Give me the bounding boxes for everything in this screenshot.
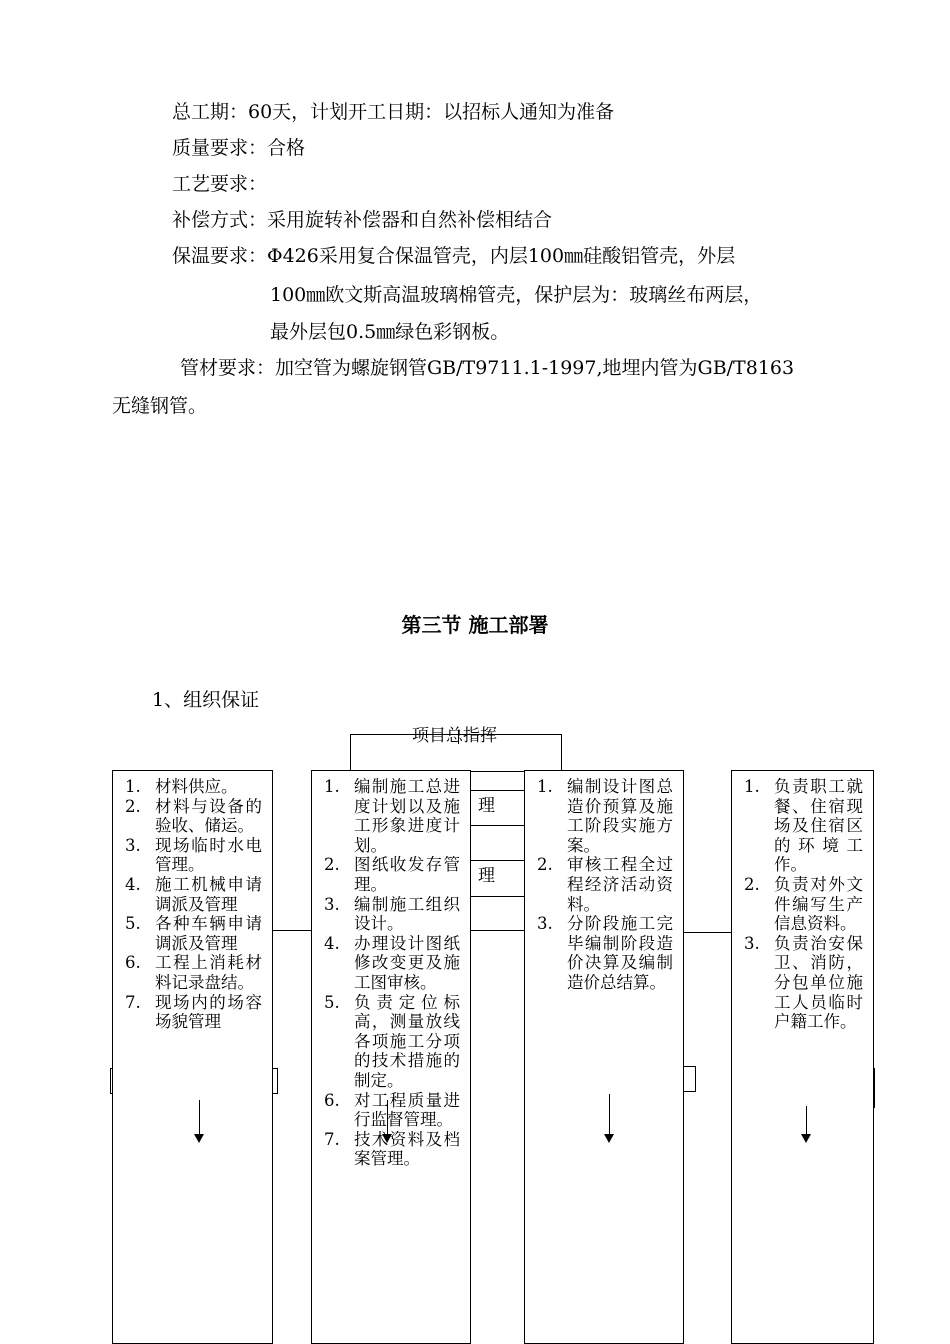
list-item: 2. 审核工程全过程经济活动资料。 bbox=[537, 855, 673, 914]
list-item: 6. 工程上消耗材料记录盘结。 bbox=[125, 953, 262, 992]
org-connector bbox=[470, 896, 524, 897]
org-partial-label: 理 bbox=[478, 866, 495, 886]
list-item: 3. 编制施工组织设计。 bbox=[324, 894, 460, 934]
org-connector bbox=[470, 930, 524, 931]
text-line-quality: 质量要求：合格 bbox=[172, 137, 306, 159]
org-connector bbox=[470, 860, 524, 861]
org-connector bbox=[470, 825, 524, 826]
list-item: 4. 施工机械申请调派及管理 bbox=[125, 874, 262, 914]
text-line-pipe-2: 无缝钢管。 bbox=[112, 395, 208, 417]
text-line-duration: 总工期：60天，计划开工日期：以招标人通知为准备 bbox=[172, 101, 615, 123]
list-item: 1. 负责职工就餐、住宿现场及住宿区的环境工作。 bbox=[744, 777, 863, 875]
text-line-insulation-2: 100㎜欧文斯高温玻璃棉管壳，保护层为：玻璃丝布两层， bbox=[270, 284, 763, 306]
org-top-label: 项目总指挥 bbox=[412, 726, 497, 746]
list-item: 4. 办理设计图纸修改变更及施工图审核。 bbox=[324, 933, 460, 992]
list-item: 2. 负责对外文件编写生产信息资料。 bbox=[744, 874, 863, 934]
list-item: 1. 编制施工总进度计划以及施工形象进度计划。 bbox=[324, 777, 460, 855]
org-connector bbox=[683, 932, 731, 933]
org-partial-label: 理 bbox=[478, 796, 495, 816]
list-item: 5. 各种车辆申请调派及管理 bbox=[125, 914, 262, 953]
org-top-stem bbox=[458, 730, 459, 744]
list-item: 5. 负责定位标高，测量放线各项施工分项的技术措施的制定。 bbox=[324, 992, 460, 1090]
list-item: 7. 现场内的场容场貌管理 bbox=[125, 992, 262, 1032]
org-column-4 bbox=[731, 770, 874, 1344]
text-line-insulation-3: 最外层包0.5㎜绿色彩钢板。 bbox=[270, 321, 510, 343]
org-column-2 bbox=[311, 770, 471, 1344]
list-item: 7. 技术资料及档案管理。 bbox=[324, 1129, 460, 1169]
text-line-pipe: 管材要求：加空管为螺旋钢管GB/T9711.1-1997,地埋内管为GB/T8163 bbox=[180, 357, 795, 379]
subsection-title: 1、组织保证 bbox=[152, 689, 260, 711]
list-item: 3. 负责治安保卫、消防，分包单位施工人员临时户籍工作。 bbox=[744, 933, 863, 1032]
text-line-compensation: 补偿方式：采用旋转补偿器和自然补偿相结合 bbox=[172, 209, 553, 231]
org-column-3 bbox=[524, 770, 684, 1344]
section-title: 第三节 施工部署 bbox=[401, 613, 549, 637]
list-item: 2. 图纸收发存管理。 bbox=[324, 855, 460, 894]
list-item: 6. 对工程质量进行监督管理。 bbox=[324, 1090, 460, 1130]
list-item: 1. 材料供应。 bbox=[125, 777, 238, 796]
list-item: 1. 编制设计图总造价预算及施工阶段实施方案。 bbox=[537, 777, 673, 855]
list-item: 3. 现场临时水电管理。 bbox=[125, 835, 262, 875]
text-line-insulation: 保温要求：Φ426采用复合保温管壳，内层100㎜硅酸铝管壳，外层 bbox=[172, 245, 736, 267]
list-item: 3. 分阶段施工完毕编制阶段造价决算及编制造价总结算。 bbox=[537, 914, 673, 992]
org-connector bbox=[272, 930, 312, 931]
org-connector bbox=[470, 790, 524, 791]
org-side-tick bbox=[874, 1068, 875, 1108]
text-line-process: 工艺要求： bbox=[172, 173, 268, 195]
org-column-1 bbox=[112, 770, 273, 1344]
list-item: 2. 材料与设备的验收、储运。 bbox=[125, 796, 262, 836]
